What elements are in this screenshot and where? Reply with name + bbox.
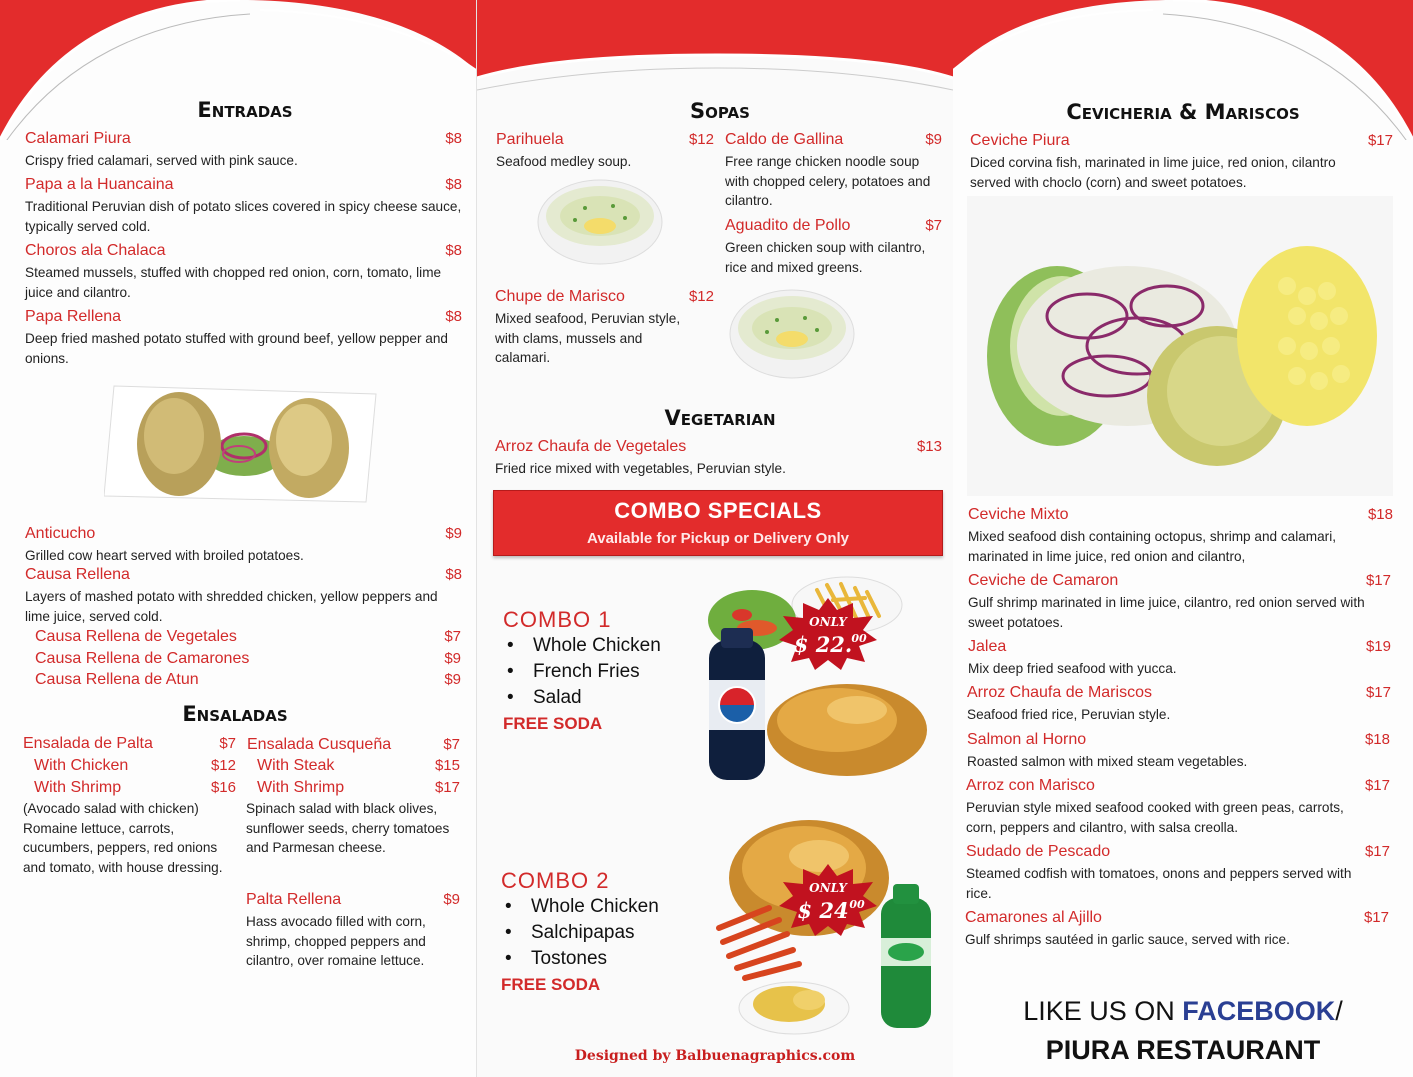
combo-1-title: COMBO 1	[503, 607, 612, 632]
menu-item: Camarones al Ajillo $17 Gulf shrimps sautéed in garlic sauce, served with rice.	[965, 909, 1389, 947]
menu-item: Ceviche de Camaron $17 Gulf shrimp marinated in lime juice, cilantro, red onion served with sweet potatoes.	[968, 572, 1391, 630]
menu-item: Causa Rellena $8 Layers of mashed potato with shredded chicken, yellow peppers and lime juice, served cold.	[25, 566, 462, 624]
restaurant-name: PIURA RESTAURANT	[1045, 1035, 1321, 1065]
list-item: • French Fries	[503, 661, 661, 687]
menu-item: Sudado de Pescado $17 Steamed codfish with tomatoes, onons and peppers served with rice.	[966, 843, 1390, 901]
soup-bowl-photo	[727, 286, 857, 381]
menu-item: Ensalada de Palta $7	[23, 735, 236, 752]
section-title-cevicheria: Cevicheria & Mariscos	[1066, 100, 1300, 124]
list-item: • Whole Chicken	[501, 896, 659, 922]
ceviche-photo	[967, 196, 1393, 496]
menu-subitem: Causa Rellena de Atun $9	[35, 671, 461, 688]
combo-specials-subtitle: Available for Pickup or Delivery Only	[586, 530, 850, 547]
price-burst-cents: 00	[849, 898, 865, 911]
combo-2-title: COMBO 2	[501, 868, 610, 893]
list-item: • Whole Chicken	[503, 635, 661, 661]
menu-item: Anticucho $9 Grilled cow heart served with broiled potatoes.	[25, 525, 462, 563]
menu-item: Aguadito de Pollo $7 Green chicken soup with cilantro, rice and mixed greens.	[725, 217, 942, 275]
panel-cevicheria	[953, 0, 1413, 1077]
menu-subitem: With Chicken $12	[34, 757, 236, 774]
menu-item: Salmon al Horno $18 Roasted salmon with mixed steam vegetables.	[967, 731, 1390, 769]
price-burst-cents: 00	[851, 632, 867, 645]
menu-item: Ensalada Cusqueña $7	[247, 736, 460, 753]
facebook-link[interactable]: FACEBOOK	[1182, 996, 1336, 1026]
menu-subitem: With Steak $15	[257, 757, 460, 774]
list-item: • Tostones	[501, 948, 659, 974]
menu-item-description: (Avocado salad with chicken) Romaine lettuce, carrots, cucumbers, peppers, red onions and tomato, with house dressing.	[23, 801, 223, 875]
menu-item: Palta Rellena $9 Hass avocado filled with corn, shrimp, chopped peppers and cilantro, over romaine lettuce.	[246, 891, 460, 968]
panel-entradas	[0, 0, 476, 1077]
menu-item: Arroz Chaufa de Vegetales $13 Fried rice mixed with vegetables, Peruvian style.	[495, 438, 942, 476]
section-title-ensaladas: Ensaladas	[182, 702, 288, 726]
combo-specials-title: COMBO SPECIALS	[614, 498, 822, 523]
menu-item: Arroz con Marisco $17 Peruvian style mixed seafood cooked with green peas, carrots, corn, peppers and cilantro, with salsa creolla.	[966, 777, 1390, 835]
panel-sopas	[476, 0, 954, 1077]
menu-subitem: With Shrimp $16	[34, 779, 236, 796]
price-burst-only-label: ONLY	[809, 615, 847, 629]
list-item: • Salad	[503, 687, 661, 713]
menu-item: Parihuela $12 Seafood medley soup.	[496, 131, 714, 169]
combo-1-free-soda: FREE SODA	[503, 714, 603, 733]
combo-specials-banner	[493, 490, 943, 556]
section-title-entradas: Entradas	[197, 98, 293, 122]
menu-item: Papa a la Huancaina $8 Traditional Peruvian dish of potato slices covered in spicy cheese sauce, typically served cold.	[25, 176, 462, 234]
menu-item: Chupe de Marisco $12 Mixed seafood, Peruvian style, with clams, mussels and calamari.	[495, 288, 714, 365]
combo-2-items	[501, 896, 659, 974]
soup-bowl-photo	[535, 176, 665, 268]
menu-item: Calamari Piura $8 Crispy fried calamari, served with pink sauce.	[25, 130, 462, 168]
menu-item: Caldo de Gallina $9 Free range chicken noodle soup with chopped celery, potatoes and cilantro.	[725, 131, 942, 208]
menu-subitem: With Shrimp $17	[257, 779, 460, 796]
section-title-sopas: Sopas	[690, 99, 750, 123]
designer-credit: Designed by Balbuenagraphics.com	[574, 1048, 856, 1064]
price-burst-24	[779, 864, 877, 936]
papa-rellena-photo	[104, 376, 382, 512]
menu-subitem: Causa Rellena de Camarones $9	[35, 650, 461, 667]
facebook-callout: LIKE US ON FACEBOOK/	[1023, 996, 1343, 1026]
menu-item: Choros ala Chalaca $8 Steamed mussels, stuffed with chopped red onion, corn, tomato, lime juice and cilantro.	[25, 242, 462, 300]
combo-2-free-soda: FREE SODA	[501, 975, 601, 994]
menu-item: Ceviche Mixto $18 Mixed seafood dish containing octopus, shrimp and calamari, marinated in lime juice, red onion and cilantro,	[968, 506, 1393, 564]
menu-item: Ceviche Piura $17 Diced corvina fish, marinated in lime juice, red onion, cilantro served with choclo (corn) and sweet potatoes.	[970, 132, 1393, 190]
menu-item: Papa Rellena $8 Deep fried mashed potato stuffed with ground beef, yellow pepper and onions.	[25, 308, 462, 366]
menu-item: Jalea $19 Mix deep fried seafood with yucca.	[968, 638, 1391, 676]
menu-subitem: Causa Rellena de Vegetales $7	[35, 628, 461, 645]
list-item: • Salchipapas	[501, 922, 659, 948]
price-burst-only-label: ONLY	[809, 881, 847, 895]
section-title-vegetarian: Vegetarian	[664, 406, 776, 430]
price-burst-value: $ 22.	[793, 632, 853, 657]
menu-item-description: Spinach salad with black olives, sunflower seeds, cherry tomatoes and Parmesan cheese.	[246, 801, 450, 855]
price-burst-22	[779, 598, 877, 670]
price-burst-value: $ 24	[797, 898, 849, 923]
combo-1-items	[503, 635, 661, 713]
menu-item: Arroz Chaufa de Mariscos $17 Seafood fried rice, Peruvian style.	[967, 684, 1391, 722]
